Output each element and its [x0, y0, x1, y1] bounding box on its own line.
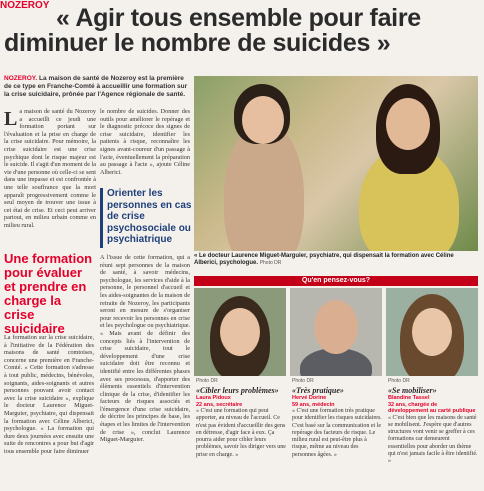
vox-1-credit: Photo DR	[196, 378, 218, 384]
vox-2-text: « C'est une formation très pratique pour identifier les risques suicidaires. C'est basé sur la communication et le repérage des facteurs de risque. Le milieu rural est peut-être plus à risque, même au niveau des personnes âgées. »	[292, 408, 382, 458]
vox-3-face	[412, 308, 452, 356]
photo-caption	[194, 253, 478, 267]
vox-3-name: Blandine Tassel	[388, 395, 430, 401]
pull-quote-blue-text: Orienter les personnes en cas de crise psychosociale ou psychiatrique	[107, 188, 192, 245]
vox-1-text: « C'est une formation qui peut apporter, au niveau de l'accueil. Ce n'est pas évident d'accueillir des gens en détresse, d'agir face à eux. Ça pourra aider pour cibler leurs problèmes, savoir les diriger vers une prise en charge. »	[196, 408, 286, 458]
vox-1-face	[220, 308, 260, 356]
vox-3-role: 32 ans, chargée de développement au carté publique	[388, 401, 476, 414]
drop-cap: L	[4, 108, 18, 130]
lead-place: NOZEROY.	[4, 75, 38, 82]
vox-item-3	[388, 386, 478, 490]
headline	[4, 6, 480, 56]
lead-text: La maison de santé de Nozeroy est la première de ce type en Franche-Comté à accueillir une formation sur la crise suicidaire, prônée par l'Agence régionale de santé.	[4, 75, 188, 98]
person-right-face	[386, 98, 430, 150]
vox-2-title: «Très pratique»	[292, 386, 344, 395]
pull-quote-red-text: Une formation pour évaluer et prendre en charge la crise suicidaire	[4, 251, 93, 336]
vox-1-title: «Cibler leurs problèmes»	[196, 386, 279, 395]
column-1-text: a maison de santé du Nozeroy a accueilli ce jeudi une formation portant sur l'évaluation et la prise en charge de la crise suicidaire. Pour mémoire, la crise suicidaire est une crise psychique dont le risque majeur est le suicide. Il s'agit d'un moment de la vie d'une personne où celle-ci se sent dans une impasse et est confrontée à une telle souffrance que la mort apparaît progressivement comme le seul moyen de trouver une issue à cet état de crise. Et ceci peut arriver partout, en milieu urbain comme en milieu rural.	[4, 108, 96, 229]
quote-bar	[100, 188, 103, 248]
article-lead	[4, 75, 190, 99]
main-photo	[194, 76, 478, 251]
caption-credit: Photo DR	[259, 260, 282, 266]
pull-quote-blue	[107, 188, 193, 246]
article-column-1	[4, 108, 96, 248]
vox-2-face	[314, 300, 358, 354]
headline-line-1: « Agir tous ensemble pour faire	[56, 6, 421, 32]
headline-line-2: diminuer le nombre de suicides »	[4, 29, 391, 56]
vox-3-title: «Se mobiliser»	[388, 386, 437, 395]
vox-pop-banner: Qu'en pensez-vous?	[194, 276, 478, 286]
vox-2-name: Hervé Dorine	[292, 395, 327, 401]
vox-2-role: 59 ans, médecin	[292, 401, 335, 408]
vox-photo-3	[386, 288, 478, 376]
vox-1-role: 22 ans, secrétaire	[196, 401, 243, 408]
person-left-face	[242, 96, 284, 144]
article-column-1-bottom: La formation sur la crise suicidaire, à l'initiative de la Fédération des maisons de santé comtoises, concerne une première en Franche-Comté. « Cette formation s'adresse à tout public, médecins, bénévoles, soignants, aides-soignants et autres personnes pouvant avoir contact avec la crise suicidaire », explique le docteur Laurence Miguet-Marguier, psychiatre, qui dispensait la formation avec Céline Alberici, psychologue. « La formation qui dure deux journées avec ensuite une suite de rencontres a pour but d'agir tous ensemble pour faire diminuer	[4, 334, 94, 455]
vox-1-name: Laura Pidoux	[196, 395, 231, 401]
pull-quote-red	[4, 252, 94, 336]
vox-3-credit: Photo DR	[388, 378, 410, 384]
section-rubric: NOZEROY	[0, 0, 50, 11]
vox-item-1	[196, 386, 286, 490]
article-column-3: A l'issue de cette formation, qui a réuni sept personnes de la maison de santé, à savoir médecins, psychologue, les services d'aide à la personne, le personnel d'accueil et les aides-soignantes de la maison de retraite de Nozeroy, les participants seront en mesure de s'organiser pour recevoir les personnes en crise et les psychologue ou psychiatrique. « Mais avant de définir des concepts liés à l'intervention de crise suicidaire, tout le développement d'une crise suicidaire doit être reconnu et identifié entre les différentes phases avec ses processus, d'apporter des éléments essentiels d'intervention clinique de la crise, d'identifier les facteurs de risques associés et l'émergence d'une crise suicidaire, de décrire les principes de base, les étapes et les limites de l'intervention de crise », conclut Laurence Miguet-Marguier.	[100, 254, 190, 444]
vox-2-credit: Photo DR	[292, 378, 314, 384]
caption-text: « Le docteur Laurence Miguet-Marguier, psychiatre, qui dispensait la formation avec Céline Alberici, psychologue.	[194, 253, 454, 266]
vox-photo-1	[194, 288, 286, 376]
vox-item-2	[292, 386, 382, 490]
article-column-2: le nombre de suicides. Donner des outils pour améliorer le repérage et le diagnostic précoce des signes de crise suicidaire, identifier les patients à risque, reconnaître les signes avant-coureur d'un passage à l'acte, éventuellement la préparation au passage à l'acte », ajoute Céline Alberici.	[100, 108, 190, 176]
vox-3-text: « C'est bien que les maisons de santé se mobilisent. J'espère que d'autres structures vont venir se greffer à ces formations car demeurent essentielles pour aborder un thème qui n'est jamais facile à être identifié. »	[388, 414, 478, 465]
vox-photo-2	[290, 288, 382, 376]
